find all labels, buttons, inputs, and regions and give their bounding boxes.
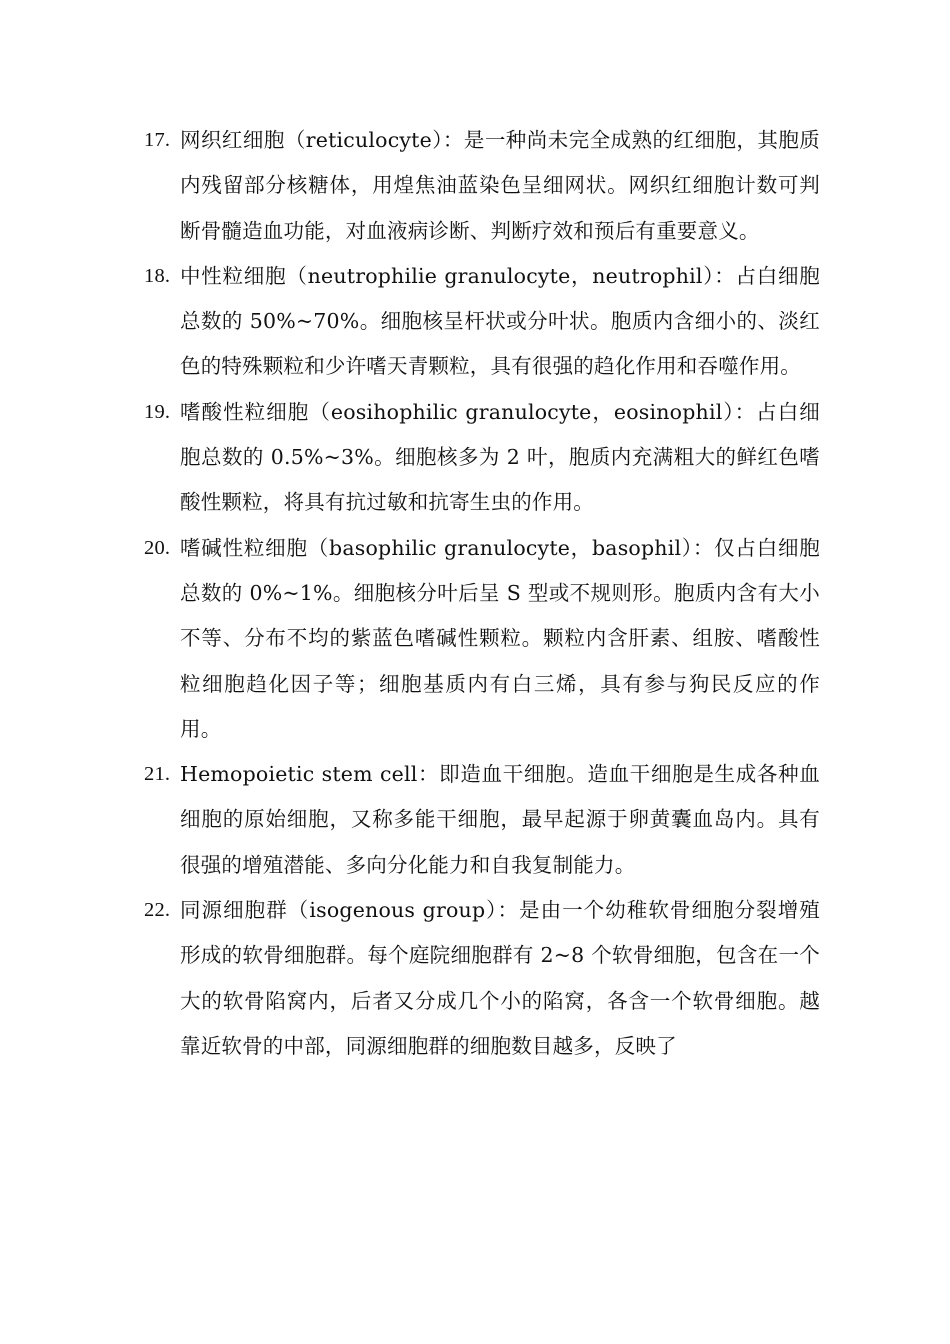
entry-text: 同源细胞群（isogenous group）：是由一个幼稚软骨细胞分裂增殖形成的软骨细胞群。每个庭院细胞群有 2~8 个软骨细胞，包含在一个大的软骨陷窝内，后者又分成几个小的陷窝，各含一个软骨细胞。越靠近软骨的中部，同源细胞群的细胞数目越多，反映了: [180, 898, 820, 1058]
entry-number: 22.: [144, 899, 171, 922]
entry-number: 20.: [144, 536, 171, 559]
entry-text: Hemopoietic stem cell：即造血干细胞。造血干细胞是生成各种血细胞的原始细胞，又称多能干细胞，最早起源于卵黄囊血岛内。具有很强的增殖潜能、多向分化能力和自我复制能力。: [180, 762, 820, 877]
glossary-entry-22: [144, 888, 820, 1069]
glossary-list: [144, 118, 820, 1069]
entry-text: 嗜酸性粒细胞（eosihophilic granulocyte，eosinophil）：占白细胞总数的 0.5%~3%。细胞核多为 2 叶，胞质内充满粗大的鲜红色嗜酸性颗粒，将具有抗过敏和抗寄生虫的作用。: [180, 399, 820, 515]
entry-number: 21.: [144, 763, 171, 786]
entry-text: 中性粒细胞（neutrophilie granulocyte，neutrophil）：占白细胞总数的 50%~70%。细胞核呈杆状或分叶状。胞质内含细小的、淡红色的特殊颗粒和少许嗜天青颗粒，具有很强的趋化作用和吞噬作用。: [180, 263, 820, 379]
glossary-entry-18: [144, 254, 820, 390]
entry-number: 19.: [144, 400, 171, 423]
entry-number: 17.: [144, 129, 171, 151]
glossary-entry-19: [144, 390, 820, 526]
entry-text: 嗜碱性粒细胞（basophilic granulocyte，basophil）：仅占白细胞总数的 0%~1%。细胞核分叶后呈 S 型或不规则形。胞质内含有大小不等、分布不均的紫蓝色嗜碱性颗粒。颗粒内含肝素、组胺、嗜酸性粒细胞趋化因子等；细胞基质内有白三烯，具有参与狗民反应的作用。: [180, 535, 820, 741]
entry-text: 网织红细胞（reticulocyte）：是一种尚未完全成熟的红细胞，其胞质内残留部分核糖体，用煌焦油蓝染色呈细网状。网织红细胞计数可判断骨髓造血功能，对血液病诊断、判断疗效和预后有重要意义。: [180, 128, 820, 243]
entry-number: 18.: [144, 264, 171, 287]
glossary-entry-20: [144, 526, 820, 752]
glossary-entry-21: [144, 752, 820, 888]
glossary-entry-17: [144, 118, 820, 254]
